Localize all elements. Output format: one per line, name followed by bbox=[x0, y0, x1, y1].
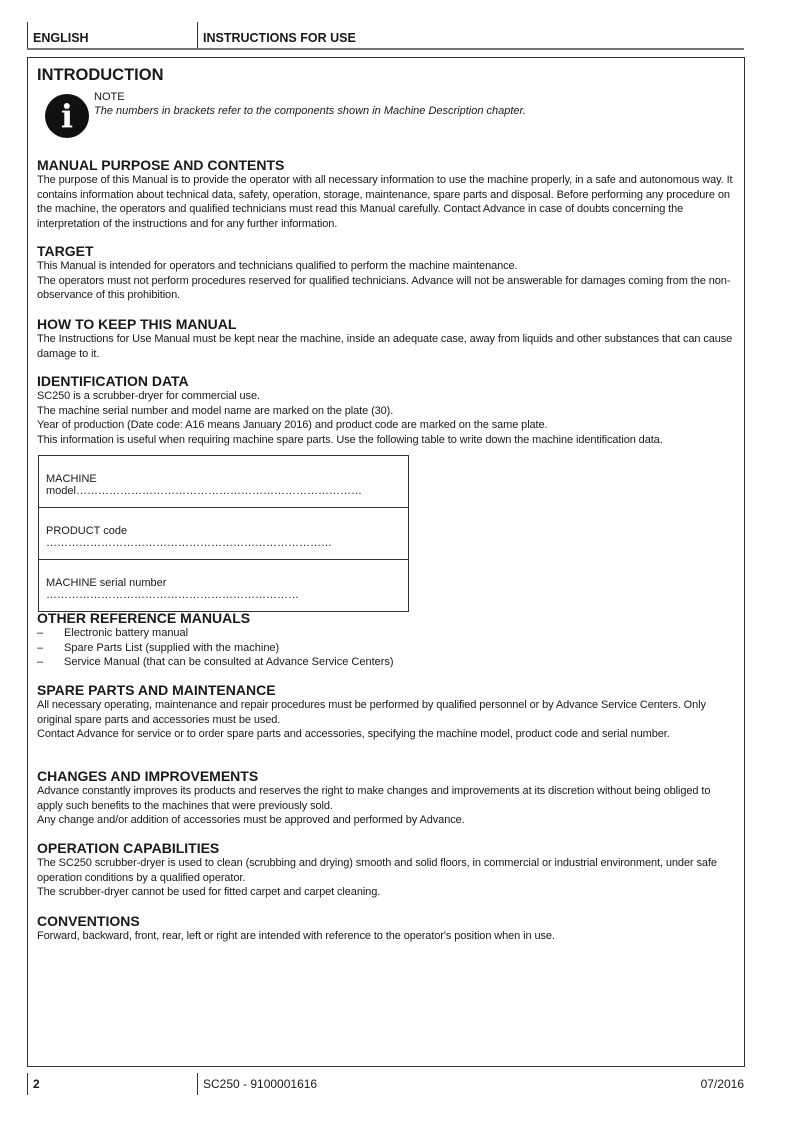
document-code: SC250 - 9100001616 bbox=[197, 1073, 317, 1095]
section-purpose bbox=[37, 157, 737, 231]
section-target bbox=[37, 243, 737, 303]
page-header bbox=[27, 22, 744, 50]
target-text-2: The operators must not perform procedures reserved for qualified technicians. Advance will not be answerable for damages coming from the non-observance of this prohibition. bbox=[37, 274, 731, 301]
ident-text-1: SC250 is a scrubber-dryer for commercial use. bbox=[37, 390, 260, 402]
target-text-1: This Manual is intended for operators and technicians qualified to perform the machine maintenance. bbox=[37, 260, 518, 272]
product-code-field[interactable]: PRODUCT code …………………………………………………………………… bbox=[39, 508, 409, 560]
note-label: NOTE bbox=[94, 91, 125, 103]
section-capabilities bbox=[37, 840, 737, 900]
purpose-text: The purpose of this Manual is to provide the operator with all necessary information to use the machine properly, in a safe and autonomous way. It contains information about technical data, safety, operation, storage, maintenance, spare parts and disposal. Before performing any procedure on the machine, the operators and qualified technicians must read this Manual carefully. Contact Advance in case of doubts concerning the interpretation of the instructions and for any further information. bbox=[37, 174, 733, 230]
ident-text-4: This information is useful when requiring machine spare parts. Use the following table to write down the machine identification data. bbox=[37, 433, 663, 446]
serial-number-field[interactable]: MACHINE serial number …………………………………………………………… bbox=[39, 560, 409, 612]
list-item: – Electronic battery manual bbox=[37, 627, 189, 639]
changes-heading: CHANGES AND IMPROVEMENTS bbox=[37, 768, 259, 784]
capab-heading: OPERATION CAPABILITIES bbox=[37, 840, 220, 856]
section-other-manuals bbox=[37, 610, 737, 670]
ident-text-3: Year of production (Date code: A16 means January 2016) and product code are marked on the same plate. bbox=[37, 419, 548, 431]
target-heading: TARGET bbox=[37, 243, 94, 259]
introduction-heading: INTRODUCTION bbox=[37, 66, 164, 84]
identification-table bbox=[38, 455, 409, 612]
info-icon: i bbox=[45, 94, 89, 138]
capab-text-1: The SC250 scrubber-dryer is used to clean (scrubbing and drying) smooth and solid floors, in commercial or industrial environment, under safe operation conditions by a qualified operator. bbox=[37, 857, 717, 884]
spare-heading: SPARE PARTS AND MAINTENANCE bbox=[37, 682, 276, 698]
page-footer bbox=[27, 1073, 744, 1095]
document-date: 07/2016 bbox=[700, 1077, 744, 1091]
conv-text: Forward, backward, front, rear, left or right are intended with reference to the operator's position when in use. bbox=[37, 930, 555, 942]
purpose-heading: MANUAL PURPOSE AND CONTENTS bbox=[37, 157, 285, 173]
spare-text-2: Contact Advance for service or to order spare parts and accessories, specifying the machine model, product code and serial number. bbox=[37, 728, 670, 740]
header-title: INSTRUCTIONS FOR USE bbox=[197, 22, 356, 48]
capab-text-2: The scrubber-dryer cannot be used for fitted carpet and carpet cleaning. bbox=[37, 886, 381, 898]
header-language: ENGLISH bbox=[27, 22, 89, 48]
ident-heading: IDENTIFICATION DATA bbox=[37, 373, 189, 389]
keep-heading: HOW TO KEEP THIS MANUAL bbox=[37, 316, 237, 332]
section-introduction bbox=[37, 66, 737, 85]
ident-text-2: The machine serial number and model name are marked on the plate (30). bbox=[37, 404, 394, 417]
section-changes bbox=[37, 768, 737, 828]
other-heading: OTHER REFERENCE MANUALS bbox=[37, 610, 251, 626]
section-spare-parts bbox=[37, 682, 737, 742]
list-item: – Service Manual (that can be consulted at Advance Service Centers) bbox=[37, 656, 394, 668]
section-identification bbox=[37, 373, 737, 447]
changes-text-1: Advance constantly improves its products and reserves the right to make changes and improvements at its discretion without being obliged to apply such benefits to the machines that were previously sold. bbox=[37, 785, 711, 812]
changes-text-2: Any change and/or addition of accessories must be approved and performed by Advance. bbox=[37, 814, 465, 826]
machine-model-field[interactable]: MACHINE model…………………………………………………………………… bbox=[39, 456, 409, 508]
spare-text-1: All necessary operating, maintenance and repair procedures must be performed by qualified personnel or by Advance Service Centers. Only original spare parts and accessories must be used. bbox=[37, 699, 706, 726]
section-keep bbox=[37, 316, 737, 361]
section-conventions bbox=[37, 913, 737, 944]
keep-text: The Instructions for Use Manual must be kept near the machine, inside an adequate case, away from liquids and other substances that can cause damage to it. bbox=[37, 333, 733, 360]
conv-heading: CONVENTIONS bbox=[37, 913, 140, 929]
page-number: 2 bbox=[27, 1073, 40, 1095]
note-text: The numbers in brackets refer to the components shown in Machine Description chapter. bbox=[94, 105, 526, 117]
list-item: – Spare Parts List (supplied with the machine) bbox=[37, 641, 280, 654]
